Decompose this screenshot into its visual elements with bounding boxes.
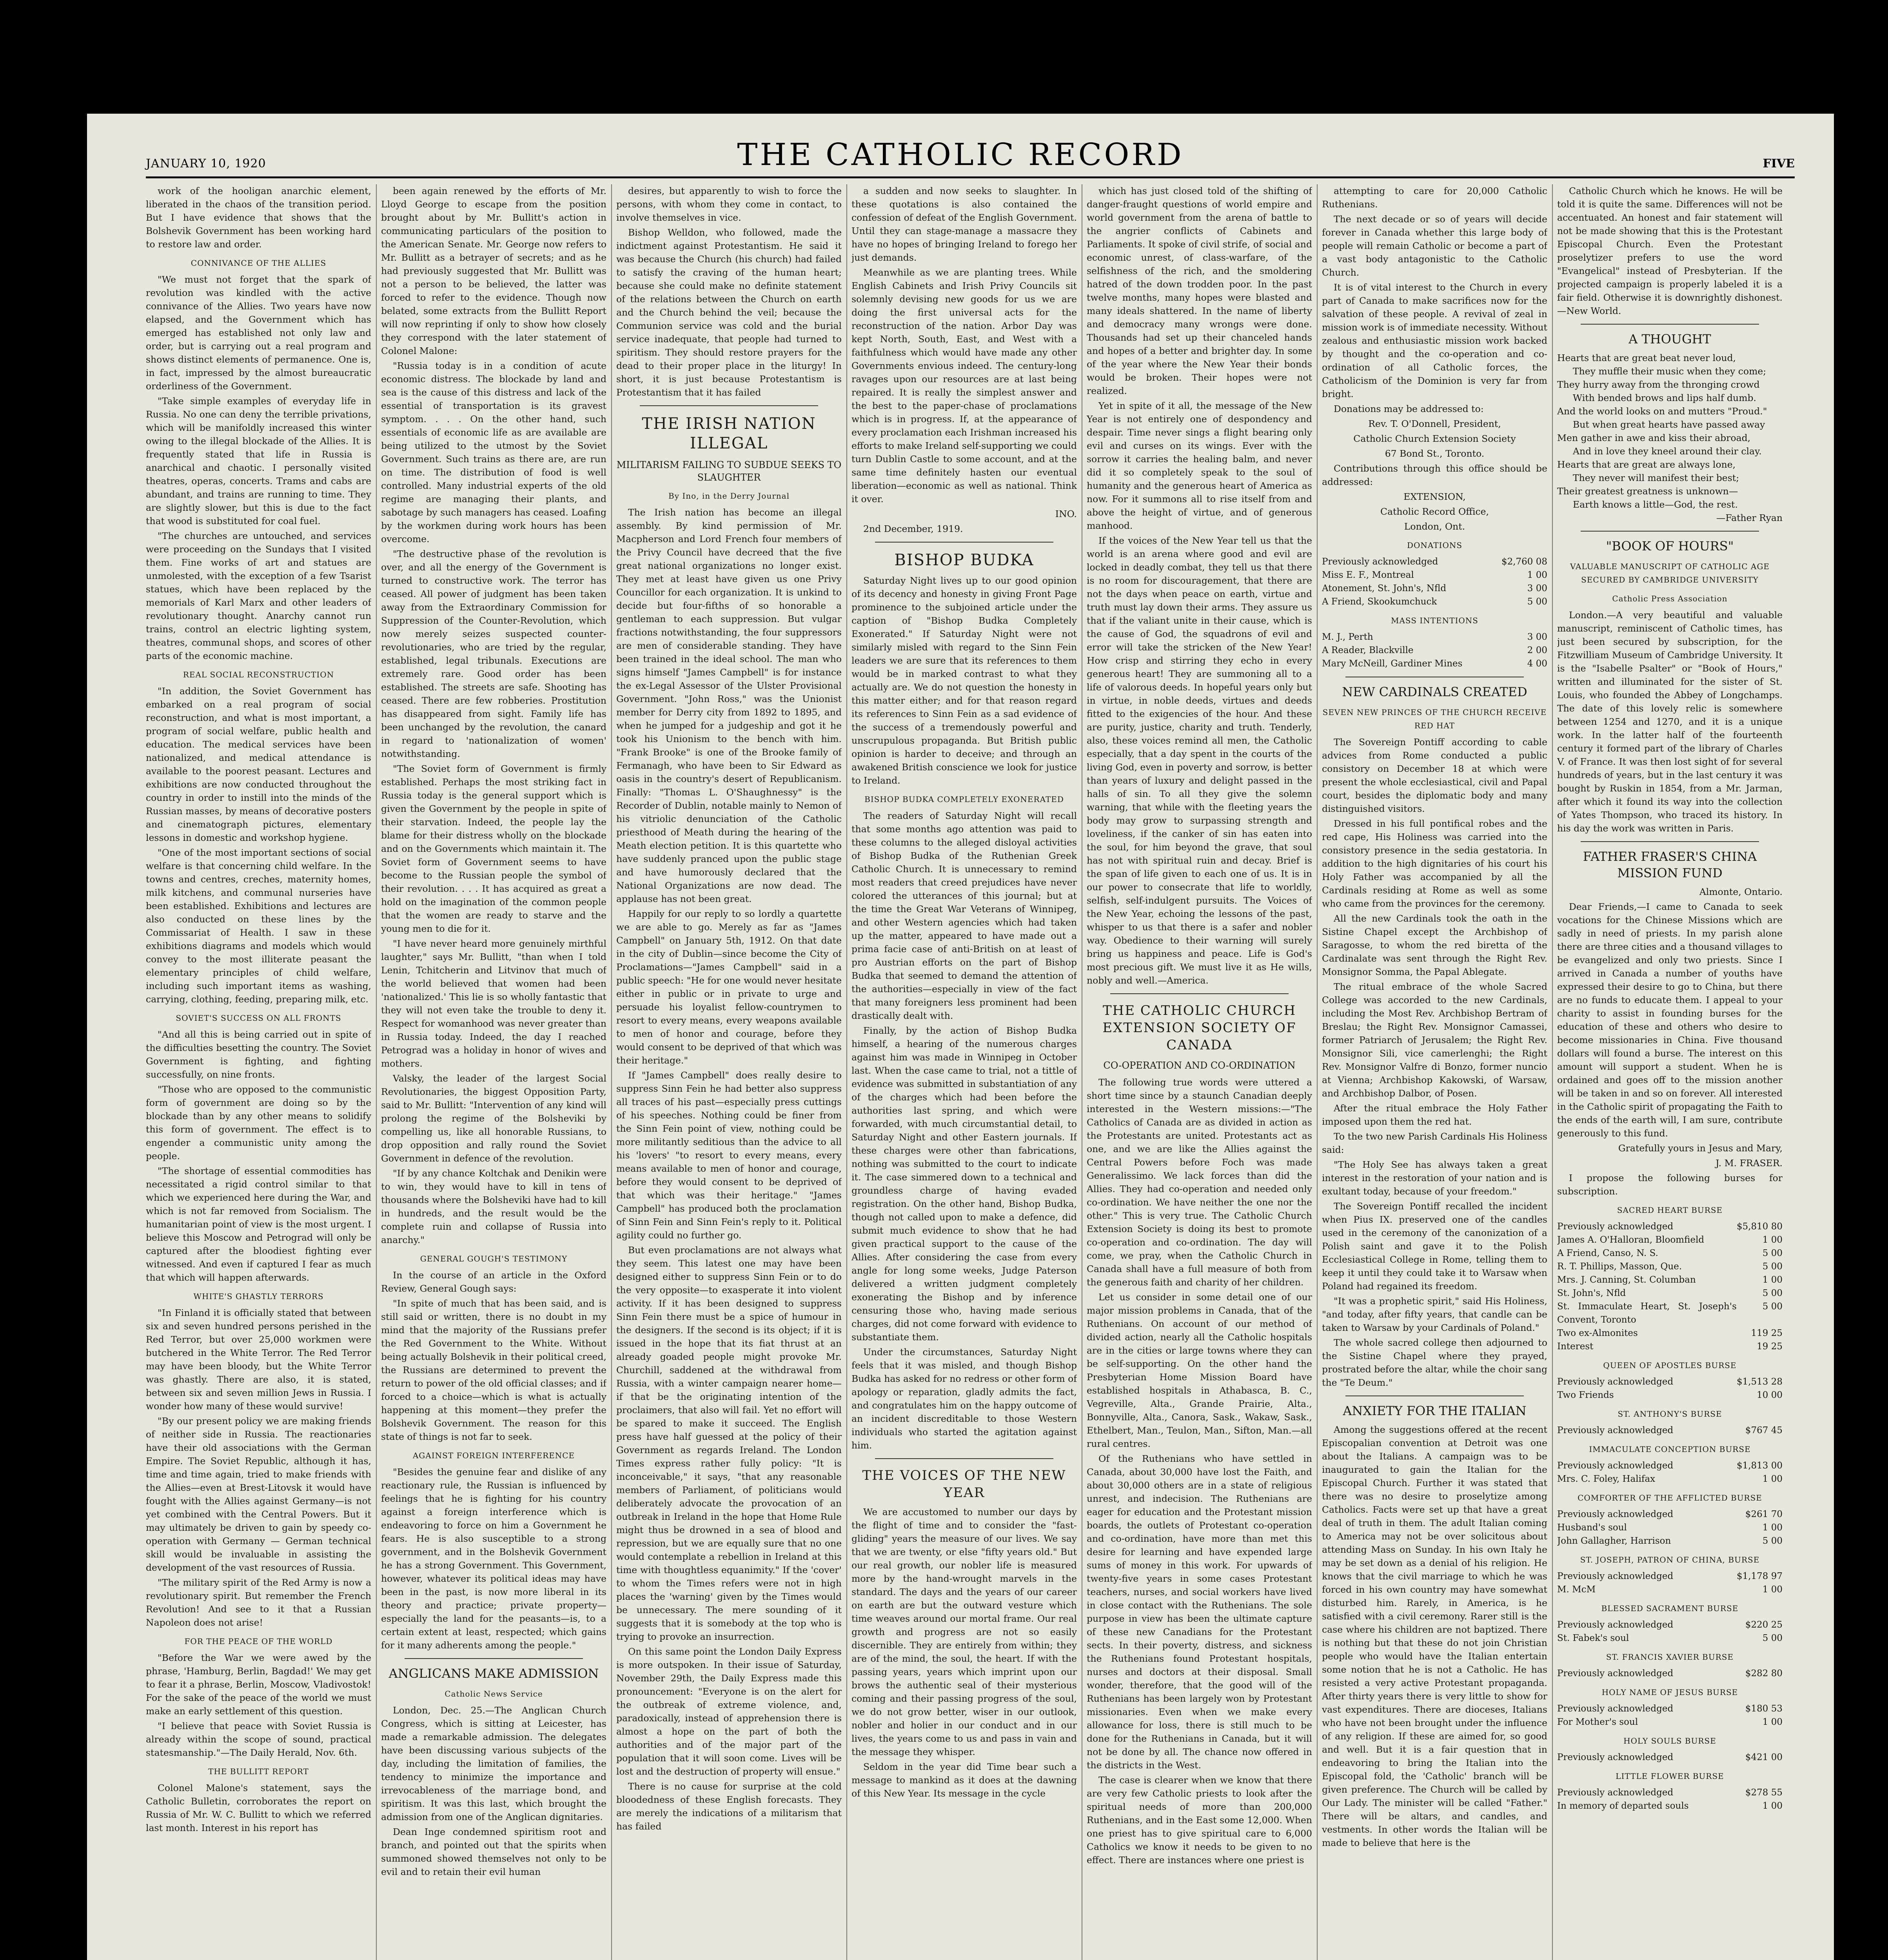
paragraph: Dressed in his full pontifical robes and the red cape, His Holiness was carried into the consistory presence in the sedia gestatoria. In addition to the high dignitaries of his court his Holy Father was accompanied by all the Cardinals residing at Rome as well as some who came from the provinces for the ceremony.: [1322, 818, 1547, 909]
amount: 5 00: [1762, 1301, 1783, 1312]
byline: By Ino, in the Derry Journal: [668, 491, 790, 501]
burse-table: [1557, 1618, 1783, 1645]
paragraph: The whole sacred college then adjourned to the Sistine Chapel where they prayed, prostrated before the altar, while the choir sang the "Te Deum.": [1322, 1337, 1547, 1388]
subheading: BISHOP BUDKA COMPLETELY EXONERATED: [864, 795, 1064, 804]
burse-row: [1557, 1327, 1783, 1340]
burse-row: [1557, 1300, 1783, 1327]
donor: James A. O'Halloran, Bloomfield: [1557, 1235, 1705, 1245]
section-rule: [405, 1658, 583, 1659]
paragraph: "The Soviet form of Government is firmly established. Perhaps the most striking fact in Russia today is the general support which is given the Government by the people in spite of their starvation. Indeed, the people lay the blame for their distress wholly on the blockade and on the Governments which maintain it. The Soviet form of Government seems to have become to the Russian people the symbol of their revolution. . . . It has acquired as great a hold on the imagination of the common people that the women are ready to starve and the young men to die for it.: [381, 763, 606, 934]
section-rule: [1581, 324, 1759, 325]
byline: Catholic Press Association: [1612, 594, 1728, 603]
amount: 3 00: [1527, 632, 1547, 642]
paragraph: Under the circumstances, Saturday Night feels that it was misled, and though Bishop Budka has asked for no redress or other form of apology or reparation, gladly admits the fact, and congratulates him on the happy outcome of an incident discreditable to those Western individuals who started the agitation against him.: [851, 1347, 1077, 1451]
donor: M. McM: [1557, 1584, 1596, 1595]
paragraph: "I believe that peace with Soviet Russia is already within the scope of sound, practical statesmanship."—The Daily Herald, Nov. 6th.: [146, 1720, 371, 1758]
subheading: CONNIVANCE OF THE ALLIES: [191, 258, 327, 268]
burse-heading: LITTLE FLOWER BURSE: [1616, 1771, 1724, 1781]
paragraph: Finally, by the action of Bishop Budka himself, a hearing of the numerous charges against him was made in Winnipeg in October last. When the case came to trial, not a tittle of evidence was submitted in substantiation of any of the charges which had been before the authorities last spring, and which were forwarded, with much circumstantial detail, to Saturday Night and other Eastern journals. If these charges were other than fabrications, nothing was submitted to the court to indicate it. The case simmered down to a technical and groundless charge of having evaded registration. On the other hand, Bishop Budka, though not called upon to make a defence, did submit much evidence to show that he had given practical support to the cause of the Allies. After considering the case from every angle for long some weeks, Judge Paterson delivered a written judgment completely exonerating the Bishop and by inference censuring those who, having made serious charges, did not come forward with evidence to substantiate them.: [851, 1025, 1077, 1343]
subheading: REAL SOCIAL RECONSTRUCTION: [183, 670, 334, 679]
amount: 1 00: [1762, 1235, 1783, 1245]
paragraph: Dean Inge condemned spiritism root and branch, and pointed out that the spirits when summoned showed themselves not only to be evil and to retain their evil human: [381, 1826, 606, 1877]
article-headline: ANGLICANS MAKE ADMISSION: [388, 1666, 599, 1681]
burse-heading: HOLY NAME OF JESUS BURSE: [1601, 1688, 1738, 1697]
paragraph: "Russia today is in a condition of acute economic distress. The blockade by land and sea is the cause of this distress and lack of the essential of transportation is its gravest symptom. . . . On the other hand, such essentials of economic life as are available are being utilized to the utmost by the Soviet Government. Such trains as there are, are run on time. The distribution of food is well controlled. Many industrial experts of the old regime are managing their plants, and sabotage by such managers has ceased. Loafing by the workmen during work hours has been overcome.: [381, 360, 606, 544]
address-line: Catholic Church Extension Society: [1353, 433, 1516, 444]
amount: 5 00: [1762, 1288, 1783, 1298]
paragraph: Contributions through this office should be addressed:: [1322, 463, 1547, 487]
donor: A Friend, Skookumchuck: [1322, 597, 1437, 607]
paragraph: "If by any chance Koltchak and Denikin were to win, they would have to kill in tens of thousands where the Bolsheviki have had to kill in hundreds, and the result would be the complete ruin and collapse of Russia into anarchy.": [381, 1168, 606, 1245]
signature: Gratefully yours in Jesus and Mary,: [1618, 1143, 1783, 1154]
paragraph: "In spite of much that has been said, and is still said or written, there is no doubt in my mind that the majority of the Russians prefer the Red Government to the White. Without being actually Bolshevik in their political creed, the Russians are determined to prevent the return to power of the old official classes; and if forced to a choice—which is what is actually happening at this moment—they prefer the Bolshevik Government. The reason for this state of things is not far to seek.: [381, 1298, 606, 1442]
poem-line: And the world looks on and mutters "Proud.": [1557, 406, 1767, 417]
subheading: THE BULLITT REPORT: [208, 1767, 309, 1776]
amount: 4 00: [1527, 659, 1547, 669]
paragraph: Let us consider in some detail one of our major mission problems in Canada, that of the Ruthenians. On account of our method of divided action, nearly all the Catholic hospitals are in the cities or large towns where they can be self-supporting. On the other hand the Presbyterian Home Mission Board have established hospitals in Athabasca, B. C., Vegreville, Alta., Grande Prairie, Alta., Bonnyville, Alta., Canora, Sask., Wakaw, Sask., Ethelbert, Man., Teulon, Man., Sifton, Man.—all rural centres.: [1087, 1292, 1312, 1449]
donor: Previously acknowledged: [1557, 1425, 1674, 1436]
article-headline: "BOOK OF HOURS": [1606, 539, 1734, 554]
paragraph: The readers of Saturday Night will recall that some months ago attention was paid to these columns to the alleged disloyal activities of Bishop Budka of the Ruthenian Greek Catholic Church. It is unnecessary to remind most readers that creed prejudices have never colored the utterances of this journal; but at the time the Great War Veterans of Winnipeg, and other Western agencies which had taken up the matter, appeared to have made out a prima facie case of anti-British on at least of pro Austrian efforts on the part of Bishop Budka that seemed to demand the attention of the authorities—especially in view of the fact that many foreigners less prominent had been drastically dealt with.: [851, 810, 1077, 1021]
burse-row: [1557, 1260, 1783, 1273]
amount: 5 00: [1762, 1261, 1783, 1272]
section-rule: [875, 542, 1053, 543]
burse-row: [1557, 1388, 1783, 1402]
burse-heading: HOLY SOULS BURSE: [1623, 1736, 1716, 1746]
burse-row: [1557, 1508, 1783, 1521]
amount: 1 00: [1762, 1584, 1783, 1595]
column-divider: [611, 184, 612, 1960]
amount: 5 00: [1762, 1633, 1783, 1643]
burse-table: [1557, 1702, 1783, 1729]
burse-heading: QUEEN OF APOSTLES BURSE: [1603, 1361, 1737, 1370]
address-line: 67 Bond St., Toronto.: [1385, 448, 1485, 459]
column-divider: [376, 184, 377, 1960]
paragraph: "In addition, the Soviet Government has embarked on a real program of social reconstruction, and what is most important, a program of social welfare, public health and education. The medical services have been nationalized, and medical attendance is available to the poorest peasant. Lectures and exhibitions are now conducted throughout the country in order to instill into the minds of the Russian masses, by means of decorative posters and cinematograph pictures, elementary lessons in domestic and workshop hygiene.: [146, 686, 371, 843]
donor: Two ex-Almonites: [1557, 1328, 1638, 1338]
burse-row: [1557, 1233, 1783, 1247]
subheading: WHITE'S GHASTLY TERRORS: [193, 1292, 324, 1301]
donor: Mrs. C. Foley, Halifax: [1557, 1474, 1656, 1484]
paragraph: "By our present policy we are making friends of neither side in Russia. The reactionaries have their old associations with the German Empire. The Soviet Republic, although it has, time and time again, tried to make friends with the Allies—even at Brest-Litovsk it would have fought with the Allies against Germany—is not yet combined with the Central Powers. But it may ultimately be driven to gain by speedy co-operation with Germany — German technical skill would be invaluable in assisting the development of the vast resources of Russia.: [146, 1416, 371, 1573]
donor: M. J., Perth: [1322, 632, 1373, 642]
header-rule: [146, 176, 1795, 178]
paragraph: If "James Campbell" does really desire to suppress Sinn Fein he had better also suppress all traces of his past—especially press cuttings of his speeches. Nothing could be finer from the Sinn Fein point of view, nothing could be more militantly seditious than the advice to all his 'lovers' "to resort to every means, every means available to men of honor and courage, before they would consent to be deprived of that which was their heritage." "James Campbell" has produced both the proclamation of Sinn Fein and Sinn Fein's reply to it. Political agility could no further go.: [616, 1070, 842, 1241]
paragraph: The case is clearer when we know that there are very few Catholic priests to look after the spiritual needs of more than 200,000 Ruthenians, and in the East some 12,000. When one priest has to give spiritual care to 6,000 Catholics we know it needs to be given to no effect. There are instances where one priest is: [1087, 1775, 1312, 1866]
paragraph: Happily for our reply to so lordly a quartette we are able to go. Merely as far as "James Campbell" on January 5th, 1912. On that date in the city of Dublin—since become the City of Proclamations—"James Campbell" said in a public speech: "He for one would never hesitate either in public or in private to urge and persuade his loyalist fellow-countrymen to resort to every means, every weapons available to men of honor and courage, before they would consent to be deprived of that which was their heritage.": [616, 908, 842, 1066]
signature: —Father Ryan: [1716, 512, 1783, 523]
burse-row: [1557, 1715, 1783, 1729]
paragraph: The following true words were uttered a short time since by a staunch Canadian deeply interested in the Western missions:—"The Catholics of Canada are as divided in action as the Protestants are united. Protestants act as one, and we are like the Allies against the Central Powers before Foch was made Generalissimo. We lack forces than did the Allies. They had co-operation and needed only co-ordination. We have neither the one nor the other." This is very true. The Catholic Church Extension Society is doing its best to promote co-operation and co-ordination. The day will come, we pray, when the Catholic Church in Canada shall have a full measure of both from the generous faith and charity of her children.: [1087, 1077, 1312, 1288]
burse-row: [1557, 1786, 1783, 1799]
burse-row: [1557, 1799, 1783, 1813]
paragraph: "Take simple examples of everyday life in Russia. No one can deny the terrible privations, which will be manifoldly increased this winter owing to the illegal blockade of the Allies. It is frequently stated that life in Russia is anarchical and chaotic. I personally visited theatres, operas, concerts. Trams and cabs are abundant, and trains are running to time. They are slightly slower, but this is due to the fact that wood is substituted for coal fuel.: [146, 396, 371, 526]
amount: 1 00: [1762, 1474, 1783, 1484]
donor: Previously acknowledged: [1557, 1668, 1674, 1679]
burse-row: [1557, 1459, 1783, 1472]
paragraph: The Irish nation has become an illegal assembly. By kind permission of Mr. Macpherson and Lord French four members of the Privy Council have decreed that the five great national organizations no longer exist. They met at least have given us one Privy Councillor for each organization. It is unkind to decide but four-fifths of so honorable a gentleman to each suppression. But vulgar fractions notwithstanding, the four suppressors are men of considerable standing. They have been trained in the ideal school. The man who signs himself "James Campbell" is for instance the ex-Legal Assessor of the Ulster Provisional Government. "John Ross," was the Unionist member for Derry city from 1892 to 1895, and when he jumped for a judgeship and got it he took his Unionism to the bench with him. "Frank Brooke" is one of the Brooke family of Fermanagh, who have been to Sir Edward as oasis in the country's desert of Republicanism. Finally: "Thomas L. O'Shaughnessy" is the Recorder of Dublin, notable mainly to Nemon of his vitriolic denunciation of the Catholic priesthood of Meath during the hearing of the Meath election petition. It is this quartette who have suddenly pranced upon the public stage and have humorously declared that the National Organizations are now dead. The applause has not been great.: [616, 507, 842, 904]
donor: Previously acknowledged: [1557, 1571, 1674, 1581]
paragraph: After the ritual embrace the Holy Father imposed upon them the red hat.: [1322, 1103, 1547, 1127]
paragraph: In the course of an article in the Oxford Review, General Gough says:: [381, 1270, 606, 1294]
amount: $220 25: [1745, 1620, 1783, 1630]
paragraph: "The shortage of essential commodities has necessitated a rigid control similar to that which we experienced here during the War, and which is not far removed from Socialism. The humanitarian point of view is the most urgent. I believe this Moscow and Petrograd will only be captured after the bloodiest fighting ever witnessed. And even if captured I fear as much that which will happen afterwards.: [146, 1165, 371, 1283]
burse-table: [1557, 1220, 1783, 1353]
amount: $282 80: [1745, 1668, 1783, 1679]
donor: St. John's, Nfld: [1557, 1288, 1626, 1298]
paragraph: All the new Cardinals took the oath in the Sistine Chapel except the Archbishop of Saragosse, to whom the red biretta of the Cardinalate was sent through the Right Rev. Monsignor Somma, the Papal Ablegate.: [1322, 913, 1547, 977]
article-headline: THE CATHOLIC CHURCH EXTENSION SOCIETY OF CANADA: [1102, 1003, 1296, 1053]
section-rule: [1110, 993, 1289, 994]
burse-heading: IMMACULATE CONCEPTION BURSE: [1589, 1445, 1751, 1454]
burse-row: [1557, 1521, 1783, 1534]
paragraph: Donations may be addressed to:: [1334, 403, 1484, 414]
amount: $767 45: [1745, 1425, 1783, 1436]
burse-heading: COMFORTER OF THE AFFLICTED BURSE: [1578, 1493, 1762, 1503]
paragraph: The next decade or so of years will decide forever in Canada whether this large body of people will remain Catholic or become a part of a vast body antagonistic to the Catholic Church.: [1322, 214, 1547, 278]
burse-row: [1557, 1632, 1783, 1645]
byline: Catholic News Service: [445, 1689, 543, 1699]
poem-line: They muffle their music when they come;: [1573, 366, 1766, 377]
burse-row: [1557, 1340, 1783, 1353]
burse-row: [1557, 1472, 1783, 1486]
burse-row: [1557, 1618, 1783, 1632]
burse-row: [1557, 1702, 1783, 1715]
amount: $278 55: [1745, 1788, 1783, 1798]
donation-row: [1322, 555, 1547, 568]
section-rule: [1581, 841, 1759, 842]
column-divider: [1317, 184, 1318, 1960]
donor: Mary McNeill, Gardiner Mines: [1322, 659, 1463, 669]
amount: $1,813 00: [1736, 1461, 1783, 1471]
donations-heading: DONATIONS: [1407, 541, 1463, 550]
donor: Previously acknowledged: [1557, 1221, 1674, 1232]
paragraph: "We must not forget that the spark of revolution was kindled with the active connivance of the Allies. Two years have now elapsed, and the Government which has emerged has established not only law and order, but is carrying out a real program and shows distinct elements of permanence. One is, in fact, impressed by the almost bureaucratic orderliness of the Government.: [146, 274, 371, 392]
amount: $5,810 80: [1736, 1221, 1783, 1232]
paragraph: work of the hooligan anarchic element, liberated in the chaos of the transition period. But I have evidence that shows that the Bolshevik Government has been working hard to restore law and order.: [146, 185, 371, 250]
burse-table: [1557, 1459, 1783, 1486]
subheading: SOVIET'S SUCCESS ON ALL FRONTS: [176, 1013, 341, 1023]
signature: J. M. FRASER.: [1716, 1158, 1783, 1169]
amount: 19 25: [1757, 1341, 1783, 1352]
column-2: [381, 184, 606, 1960]
paragraph: "And all this is being carried out in spite of the difficulties besetting the country. The Soviet Government is fighting, and fighting successfully, on nine fronts.: [146, 1029, 371, 1080]
donor: Mrs. J. Canning, St. Columban: [1557, 1275, 1696, 1285]
amount: 1 00: [1762, 1717, 1783, 1727]
burse-row: [1557, 1751, 1783, 1764]
address-line: London, Ont.: [1404, 521, 1465, 532]
paragraph: "The Holy See has always taken a great interest in the restoration of your nation and is exultant today, because of your freedom.": [1322, 1159, 1547, 1197]
section-rule: [875, 1458, 1053, 1459]
paragraph: "Those who are opposed to the communistic form of government are doing so by the blockade than by any other means to solidify this form of government. The effect is to engender a communistic unity among the people.: [146, 1084, 371, 1161]
burse-heading: ST. FRANCIS XAVIER BURSE: [1606, 1652, 1734, 1662]
paragraph: attempting to care for 20,000 Catholic Ruthenians.: [1322, 185, 1547, 210]
paragraph: Bishop Welldon, who followed, made the indictment against Protestantism. He said it was because the Church (his church) had failed to satisfy the craving of the human heart; because she could make no definite statement of the relations between the Church on earth and the Church behind the veil; because the Communion service was cold and the burial service inadequate, that people had turned to spiritism. They should restore prayers for the dead to their proper place in the liturgy! In short, it is just because Protestantism is Protestantism that it has failed: [616, 227, 842, 398]
dateline: 2nd December, 1919.: [863, 523, 963, 534]
donor: For Mother's soul: [1557, 1717, 1638, 1727]
donor: Previously acknowledged: [1557, 1377, 1674, 1387]
paragraph: To the two new Parish Cardinals His Holiness said:: [1322, 1131, 1547, 1155]
burse-row: [1557, 1287, 1783, 1300]
paragraph: "The destructive phase of the revolution is over, and all the energy of the Government is turned to constructive work. The terror has ceased. All power of judgment has been taken away from the Extraordinary Commission for Suppression of the Counter-Revolution, which now merely seizes suspected counter-revolutionaries, who are tried by the regular, established, legal tribunals. Executions are extremely rare. Good order has been established. The streets are safe. Shooting has ceased. There are few robberies. Prostitution has disappeared from sight. Family life has been unchanged by the revolution, the canard in regard to 'nationalization of women' notwithstanding.: [381, 548, 606, 759]
burse-table: [1557, 1424, 1783, 1437]
page-header: [87, 114, 1834, 172]
donor: In memory of departed souls: [1557, 1801, 1689, 1811]
paragraph: On this same point the London Daily Express is more outspoken. In their issue of Saturday, November 29th, the Daily Express made this pronouncement: "Everyone is on the alert for the outbreak of extreme violence, and, paradoxically, instead of apprehension there is almost a hope on the part of both the authorities and of the major part of the population that it will soon come. Lives will be lost and the destruction of property will ensue.": [616, 1646, 842, 1777]
burse-row: [1557, 1583, 1783, 1596]
paragraph: Colonel Malone's statement, says the Catholic Bulletin, corroborates the report on Russia of Mr. W. C. Bullitt to which we referred last month. Interest in his report has: [146, 1782, 371, 1833]
burse-row: [1557, 1220, 1783, 1233]
paragraph: "I have never heard more genuinely mirthful laughter," says Mr. Bullitt, "than when I told Lenin, Tchitcherin and Litvinov that much of the world believed that women had been 'nationalized.' This lie is so wholly fantastic that they will not even take the trouble to deny it. Respect for womanhood was never greater than in Russia today. Indeed, the day I reached Petrograd was a holiday in honor of wives and mothers.: [381, 938, 606, 1069]
article-headline: ANXIETY FOR THE ITALIAN: [1343, 1403, 1527, 1418]
poem-line: But when great hearts have passed away: [1573, 419, 1765, 430]
donor: St. Immaculate Heart, St. Joseph's Convent, Toronto: [1557, 1301, 1737, 1325]
paragraph: desires, but apparently to wish to force the persons, with whom they come in contact, to involve themselves in vice.: [616, 185, 842, 223]
amount: 3 00: [1527, 583, 1547, 593]
burse-row: [1557, 1424, 1783, 1437]
paragraph: "It was a prophetic spirit," said His Holiness, "and today, after fifty years, that candle can be taken to Warsaw by your Cardinals of Poland.": [1322, 1296, 1547, 1333]
poem-line: Their greatest greatness is unknown—: [1557, 486, 1738, 497]
donor: Miss E. F., Montreal: [1322, 570, 1414, 580]
paragraph: "Before the War we were awed by the phrase, 'Hamburg, Berlin, Bagdad!' We may get to fear it a phrase, Berlin, Moscow, Vladivostok! For the sake of the peace of the world we must make an early settlement of this question.: [146, 1652, 371, 1717]
donor: St. Fabek's soul: [1557, 1633, 1629, 1643]
burse-table: [1557, 1375, 1783, 1402]
donations-table: [1322, 555, 1547, 608]
article-headline: FATHER FRASER'S CHINA MISSION FUND: [1583, 849, 1757, 880]
paragraph: Yet in spite of it all, the message of the New Year is not entirely one of despondency and despair. Time never sings a flight bearing only evil and curses on its wings. Ever with the sorrow it carries the healing balm, and never did it so completely speak to the soul of humanity and the generous heart of America as now. For it summons all to rise itself from and above the height of virtue, and of generous manhood.: [1087, 400, 1312, 531]
donor: Previously acknowledged: [1557, 1509, 1674, 1519]
poem-line: Men gather in awe and kiss their abroad,: [1557, 432, 1751, 443]
burse-table: [1557, 1667, 1783, 1680]
paragraph: "In Finland it is officially stated that between six and seven hundred persons perished in the Red Terror, but over 25,000 workmen were butchered in the White Terror. The Red Terror may have been bloody, but the White Terror was ghastly. There are also, it is stated, between six and seven million Jews in Russia. I wonder how many of these would survive!: [146, 1307, 371, 1412]
amount: 5 00: [1527, 597, 1547, 607]
donor: R. T. Phillips, Masson, Que.: [1557, 1261, 1682, 1272]
signature: INO.: [1055, 508, 1077, 519]
article-subheadline: CO-OPERATION AND CO-ORDINATION: [1103, 1060, 1296, 1071]
donation-row: [1322, 595, 1547, 608]
paragraph: I propose the following burses for subscription.: [1557, 1172, 1783, 1197]
burse-heading: ST. JOSEPH, PATRON OF CHINA, BURSE: [1580, 1555, 1760, 1564]
burse-heading: SACRED HEART BURSE: [1617, 1205, 1723, 1215]
amount: $1,178 97: [1736, 1571, 1783, 1581]
paragraph: "The churches are untouched, and services were proceeding on the Sundays that I visited them. Fine works of art and statues are unmolested, with the exception of a few Tsarist statues, which have been replaced by the memorials of Karl Marx and other leaders of revolutionary thought. Anarchy cannot run trains, control an electric lighting system, theatres, communal shops, and scores of other parts of the economic machine.: [146, 530, 371, 661]
amount: 119 25: [1751, 1328, 1783, 1338]
column-3: [616, 184, 842, 1960]
paragraph: Catholic Church which he knows. He will be told it is quite the same. Differences will not be accentuated. An honest and fair statement will not be made showing that this is the Protestant Episcopal Church. Even the Protestant proselytizer prefers to use the word "Evangelical" instead of Presbyterian. If the projected campaign is properly labeled it is a fair field. Otherwise it is downrightly dishonest.—New World.: [1557, 185, 1783, 316]
article-subheadline: MILITARISM FAILING TO SUBDUE SEEKS TO SLAUGHTER: [616, 459, 842, 483]
poem-line: They hurry away from the thronging crowd: [1557, 379, 1760, 390]
paragraph: We are accustomed to number our days by the flight of time and to consider the "fast-gliding" years the measure of our lives. We say that we are twenty, or else "fifty years old." But our real growth, our nobler life is measured more by the hand-wrought marvels in the standard. The days and the years of our career on earth are but the outward vesture which time weaves around our mortal frame. Our real growth and progress are not so easily discernible. They are entirely from within; they are of the mind, the soul, the heart. If with the passing years, years which imprint upon our brows the authentic seal of their mysterious coming and their passing progress of the soul, we do not grow better, wiser in our outlook, nobler and holier in our conduct and in our lives, the years come to us and pass in vain and the message they whisper.: [851, 1506, 1077, 1757]
paragraph: The Sovereign Pontiff recalled the incident when Pius IX. preserved one of the candles used in the ceremony of the canonization of a Polish saint and gave it to the Polish Ecclesiastical College in Rome, telling them to keep it until they could take it to Warsaw when Poland had regained its freedom.: [1322, 1201, 1547, 1292]
paragraph: If the voices of the New Year tell us that the world is an arena where good and evil are locked in deadly combat, they tell us that there is no room for discouragement, that there are not the days when peace on earth, virtue and truth must lay down their arms. They assure us that if the valiant unite in their cause, which is the cause of God, the squadrons of evil and error will take the stricken of the New Year! How crisp and stirring they echo in every generous heart! They are summoning all to a life of valorous deeds. In hopeful years only but in virtue, in noble deeds, virtues and deeds fitted to the exigencies of the hour. And these are purity, justice, charity and truth. Tenderly, also, these voices remind all men, the Catholic especially, that a day spent in the courts of the living God, even in poverty and sorrow, is better than years of luxury and delight passed in the halls of sin. To all they give the solemn warning, that while with the fleeting years the body may grow to surpassing strength and loveliness, if the canker of sin has eaten into the soul, for him beyond the grave, that soul has not with spiritual ruin and decay. Brief is the span of life given to each one of us. It is in our power to consecrate that life to worldly, selfish, self-indulgent pursuits. The Voices of the New Year, echoing the lessons of the past, whisper to us that there is a safer and nobler way. Obedience to their warning will surely bring us happiness and peace. Life is God's most precious gift. We must live it as He wills, nobly and well.—America.: [1087, 535, 1312, 986]
poem-line: Earth knows a little—God, the rest.: [1573, 499, 1738, 510]
masthead: THE CATHOLIC RECORD: [737, 137, 1184, 172]
column-6: [1322, 184, 1547, 1960]
donation-row: [1322, 644, 1547, 657]
poem-line: Hearts that are great beat never loud,: [1557, 352, 1736, 363]
column-5: [1087, 184, 1312, 1960]
poem: [1557, 351, 1783, 511]
burse-row: [1557, 1667, 1783, 1680]
paragraph: "Besides the genuine fear and dislike of any reactionary rule, the Russian is influenced by feelings that he is fighting for his country against a foreign interference which is endeavoring to force on him a Government he fears. He is also susceptible to a strong government, and in the Bolshevik Government he has a strong Government. This Government, however, whatever its political ideas may have been in the past, is now more liberal in its theory and practice; private property—especially the land for the peasants—is, to a certain extent at least, respected; which gains for it many adherents among the people.": [381, 1466, 606, 1651]
amount: 10 00: [1757, 1390, 1783, 1400]
poem-line: They never will manifest their best;: [1573, 472, 1739, 483]
page-number: FIVE: [1763, 157, 1795, 171]
paragraph: The Sovereign Pontiff according to cable advices from Rome conducted a public consistory on December 18 at which were present the whole ecclesiastical, civil and Papal court, besides the diplomatic body and many distinguished visitors.: [1322, 737, 1547, 814]
paragraph: Of the Ruthenians who have settled in Canada, about 30,000 have lost the Faith, and about 30,000 others are in a state of religious unrest, and indecision. The Ruthenians are eager for education and the Protestant mission boards, the outlets of Protestant co-operation and co-ordination, have more than met this desire for learning and have expended large sums of money in this work. For upwards of twenty-five years in some cases Protestant teachers, nurses, and social workers have lived in close contact with the Ruthenians. The sole purpose in view has been the ultimate capture of these new Canadians for the Protestant sects. In their poverty, distress, and sickness the Ruthenians found Protestant hospitals, nurses and doctors at their disposal. Small wonder, therefore, that the good will of the Ruthenians has been largely won by Protestant missionaries. Even when we make every allowance for loss, there is still much to be done for the Ruthenians in Canada, but it will not be done by all. The chance now offered in the districts in the West.: [1087, 1453, 1312, 1771]
amount: 5 00: [1762, 1248, 1783, 1258]
burse-row: [1557, 1247, 1783, 1260]
paragraph: The ritual embrace of the whole Sacred College was accorded to the new Cardinals, including the Most Rev. Archbishop Bertram of Breslau; the Right Rev. Monsignor Camassei, former Patriarch of Jerusalem; the Right Rev. Monsignor Sili, vice camerlenghi; the Right Rev. Monsignor Valfre di Bonzo, former nuncio at Vienna; Archbishop Kakowski, of Warsaw, and Archbishop Dalbor, of Posen.: [1322, 981, 1547, 1099]
donor: Previously acknowledged: [1557, 1704, 1674, 1714]
paragraph: Dear Friends,—I came to Canada to seek vocations for the Chinese Missions which are sadly in need of priests. In my parish alone there are three cities and a thousand villages to be evangelized and only two priests. Since I arrived in Canada a number of youths have expressed their desire to go to China, but there are no funds to educate them. I appeal to your charity to assist in founding burses for the education of these and others who desire to become missionaries in China. Five thousand dollars will found a burse. The interest on this amount will support a student. When he is ordained and goes off to the mission another will be taken in and so on forever. All interested in the Catholic spirit of propagating the Faith to the ends of the earth will, I am sure, contribute generously to this fund.: [1557, 901, 1783, 1139]
paragraph: Valsky, the leader of the largest Social Revolutionaries, the biggest Opposition Party, said to Mr. Bullitt: "Intervention of any kind will prolong the regime of the Bolsheviki by compelling us, like all honorable Russians, to drop opposition and rally round the Soviet Government in defence of the revolution.: [381, 1073, 606, 1164]
burse-heading: ST. ANTHONY'S BURSE: [1618, 1409, 1722, 1419]
donation-row: [1322, 568, 1547, 582]
donation-row: [1322, 657, 1547, 670]
amount: $2,760 08: [1501, 557, 1547, 567]
mass-intentions-heading: MASS INTENTIONS: [1391, 616, 1478, 625]
amount: $421 00: [1745, 1752, 1783, 1762]
paragraph: But even proclamations are not always what they seem. This latest one may have been designed either to suppress Sinn Fein or to do the very opposite—to exasperate it into violent activity. If it has been designed to suppress Sinn Fein there must be a spice of humour in the designers. If the second is its object; if it is issued in the hope that its fiat thrust at an already goaded people might provoke Mr. Churchill, saddened at the withdrawal from Russia, with a winter campaign nearer home—if that be the originating intention of the proclaimers, that also will fail. Yet no effort will be spared to make it succeed. The English press have half guessed at the policy of their Government as regards Ireland. The London Times express rather fully policy: "It is inconceivable," it says, "that any reasonable members of Parliament, of politicians would deliberately advocate the provocation of an outbreak in Ireland in the hope that Home Rule might thus be drowned in a sea of blood and repression, but we are equally sure that no one would contemplate a rebellion in Ireland at this time with thoughtless equanimity." If the 'cover' to whom the Times refers were not in high places the 'warning' given by the Times would be unnecessary. The mere sounding of it suggests that it is somebody at the top who is trying to provoke an insurrection.: [616, 1245, 842, 1642]
newspaper-page: [87, 114, 1834, 1960]
address-line: EXTENSION,: [1403, 491, 1466, 502]
amount: $1,513 28: [1736, 1377, 1783, 1387]
burse-heading: BLESSED SACRAMENT BURSE: [1601, 1604, 1739, 1613]
amount: $261 70: [1745, 1509, 1783, 1519]
paragraph: been again renewed by the efforts of Mr. Lloyd George to escape from the position brought about by Mr. Bullitt's action in communicating particulars of the position to the American Senate. Mr. George now refers to Mr. Bullitt as a betrayer of secrets; and as he had previously suggested that Mr. Bullitt was not a person to be believed, the latter was forced to refer to the evidence. Though now belated, some extracts from the Bullitt Report will now reprinting if only to show how closely they correspond with the later statement of Colonel Malone:: [381, 185, 606, 356]
paragraph: Seldom in the year did Time bear such a message to mankind as it does at the dawning of this New Year. Its message in the cycle: [851, 1761, 1077, 1799]
donor: Previously acknowledged: [1557, 1620, 1674, 1630]
paragraph: which has just closed told of the shifting of danger-fraught questions of world empire and world government from the arena of battle to the angrier conflicts of Cabinets and Parliaments. It spoke of civil strife, of social and economic unrest, of class-warfare, of the selfishness of the rich, and the smoldering hatred of the down trodden poor. In the past twelve months, many hopes were blasted and many ideals shattered. In the name of liberty and democracy many wrongs were done. Thousands had set up their chanceled hands and hopes of a better and brighter day. In some of the year where the New Year their bonds would be broken. Their hopes were not realized.: [1087, 185, 1312, 396]
paragraph: London, Dec. 25.—The Anglican Church Congress, which is sitting at Leicester, has made a remarkable admission. The delegates have been discussing various subjects of the day, including the limitation of families, the tendency to minimize the importance and irrevocableness of the marriage bond, and spiritism. It was this last, which brought the admission from one of the Anglican dignitaries.: [381, 1705, 606, 1822]
donor: Husband's soul: [1557, 1523, 1627, 1533]
paragraph: There is no cause for surprise at the cold bloodedness of these English forecasts. They are merely the indications of a militarism that has failed: [616, 1781, 842, 1832]
article-headline: BISHOP BUDKA: [894, 551, 1034, 569]
subheading: GENERAL GOUGH'S TESTIMONY: [420, 1254, 568, 1263]
address-line: Catholic Record Office,: [1380, 506, 1489, 517]
burse-table: [1557, 1751, 1783, 1764]
column-7: [1557, 184, 1783, 1960]
section-rule: [1581, 531, 1759, 532]
column-divider: [846, 184, 847, 1960]
article-headline: THE VOICES OF THE NEW YEAR: [862, 1468, 1066, 1501]
poem-line: With bended brows and lips half dumb.: [1573, 392, 1756, 403]
paragraph: a sudden and now seeks to slaughter. In these quotations is also contained the confession of defeat of the English Government. Until they can stage-manage a massacre they have no hopes of bringing Ireland to forego her just demands.: [851, 185, 1077, 263]
donor: Previously acknowledged: [1557, 1788, 1674, 1798]
column-1: [146, 184, 371, 1960]
paragraph: It is of vital interest to the Church in every part of Canada to make sacrifices now for the salvation of these people. A revival of zeal in mission work is of immediate necessity. Without zealous and enthusiastic mission work backed by thought and the co-operation and co-ordination of all Catholic forces, the Catholicism of the Dominion is very far from bright.: [1322, 282, 1547, 399]
dateline: Almonte, Ontario.: [1699, 886, 1783, 897]
amount: 1 00: [1762, 1275, 1783, 1285]
donor: Previously acknowledged: [1322, 557, 1438, 567]
section-rule: [640, 405, 818, 406]
subheading: SEVEN NEW PRINCES OF THE CHURCH RECEIVE RED HAT: [1322, 708, 1547, 730]
issue-date: JANUARY 10, 1920: [146, 157, 266, 171]
burse-row: [1557, 1534, 1783, 1548]
amount: $180 53: [1745, 1704, 1783, 1714]
donation-row: [1322, 630, 1547, 644]
donor: Atonement, St. John's, Nfld: [1322, 583, 1447, 593]
address-line: Rev. T. O'Donnell, President,: [1368, 418, 1501, 429]
article-headline: THE IRISH NATION ILLEGAL: [642, 415, 816, 452]
donor: Interest: [1557, 1341, 1594, 1352]
amount: 1 00: [1762, 1801, 1783, 1811]
poem-line: And in love they kneel around their clay.: [1573, 446, 1762, 457]
donor: Previously acknowledged: [1557, 1461, 1674, 1471]
paragraph: "The military spirit of the Red Army is now a revolutionary spirit. But remember the French Revolution! And see to it that a Russian Napoleon does not arise!: [146, 1577, 371, 1628]
burse-table: [1557, 1570, 1783, 1596]
column-divider: [1552, 184, 1553, 1960]
paragraph: "One of the most important sections of social welfare is that concerning child welfare. In the towns and centres, creches, maternity homes, milk kitchens, and communal nurseries have been established. Exhibitions and lectures are also conducted on these lines by the Commissariat of Health. I saw in these exhibitions diagrams and models which would convey to the most illiterate peasant the elementary principles of child welfare, including such important items as washing, carrying, clothing, feeding, preparing milk, etc.: [146, 847, 371, 1005]
subheading: VALUABLE MANUSCRIPT OF CATHOLIC AGE SECURED BY CAMBRIDGE UNIVERSITY: [1570, 562, 1770, 584]
donor: A Friend, Canso, N. S.: [1557, 1248, 1658, 1258]
article-headline: A THOUGHT: [1628, 332, 1711, 347]
donation-row: [1322, 582, 1547, 595]
donor: Two Friends: [1557, 1390, 1614, 1400]
burse-row: [1557, 1375, 1783, 1388]
paragraph: Saturday Night lives up to our good opinion of its decency and honesty in giving Front Page prominence to the subjoined article under the caption of "Bishop Budka Completely Exonerated." If Saturday Night were not similarly misled with regard to the Sinn Fein leaders we are sure that its references to them would be in marked contrast to what they actually are. We do not question the honesty in this matter either; and for that reason regard its references to Sinn Fein as a sad evidence of the success of a tremendously powerful and unscrupulous propaganda. But British public opinion is harder to deceive; and through an awakened British conscience we look for justice to Ireland.: [851, 575, 1077, 786]
donor: A Reader, Blackville: [1322, 645, 1414, 655]
burses-list: [1557, 1203, 1783, 1813]
subheading: AGAINST FOREIGN INTERFERENCE: [412, 1451, 575, 1460]
amount: 5 00: [1762, 1536, 1783, 1546]
paragraph: Among the suggestions offered at the recent Episcopalian convention at Detroit was one about the Italians. A campaign was to be inaugurated to gain the Italian for the Episcopal Church. Further it was stated that there was no desire to proselytize among Catholics. Facts were set up that have a great deal of truth in them. The adult Italian coming to America may not be over solicitous about attending Mass on Sunday. In his own Italy he may be set down as a denial of his religion. He knows that the civil marriage to which he was forced in his own country may have somewhat disturbed him. Rarely, in America, is he satisfied with a civil ceremony. Rarer still is the case where his children are not baptized. There is nothing but that these do not join Christian people who would have the Italian entertain some notion that he is not a Catholic. He has resisted a very active Protestant propaganda. After thirty years there is very little to show for vast expenditures. There are dioceses, Italians who have not been brought under the influence of any religion. If these are aimed for, so good and well. But it is a fair question that in endeavoring to bring the Italian into the Episcopal fold, the 'Catholic' branch will be given preference. The Church will be called by Our Lady. The minister will be called "Father." There will be altars, and candles, and vestments. In other words the Italian will be made to believe that here is the: [1322, 1424, 1547, 1848]
burse-row: [1557, 1273, 1783, 1287]
burse-table: [1557, 1508, 1783, 1548]
poem-line: Hearts that are great are always lone,: [1557, 459, 1736, 470]
column-4: [851, 184, 1077, 1960]
burse-table: [1557, 1786, 1783, 1813]
paragraph: London.—A very beautiful and valuable manuscript, reminiscent of Catholic times, has just been secured by subscription, for the Fitzwilliam Museum of Cambridge University. It is the "Isabelle Psalter" or "Book of Hours," written and illuminated for the sister of St. Louis, who founded the Abbey of Longchamps. The date of this lovely relic is somewhere between 1254 and 1270, and it is a unique work. In the latter half of the fourteenth century it formed part of the library of Charles V. of France. It was then lost sight of for several hundreds of years, but in the last century it was bought by Ruskin in 1854, from a Mr. Jarman, after which it found its way into the collection of Yates Thompson, who traced its history. In his day the work was written in Paris.: [1557, 610, 1783, 834]
paragraph: Meanwhile as we are planting trees. While English Cabinets and Irish Privy Councils sit solemnly devising new goods for us we are doing the first universal acts for the reconstruction of the nation. Arbor Day was kept North, South, East, and West with a faithfulness which would have made any other Governments envious indeed. The century-long ravages upon our resources are at last being repaired. It is really the simplest answer and the best to the paper-chase of proclamations which is in progress. If, at the appearance of every proclamation each Irishman increased his efforts to make Ireland self-supporting we could turn Dublin Castle to some account, and at the same time definitely hasten our eventual liberation—economic as well as national. Think it over.: [851, 267, 1077, 505]
amount: 1 00: [1762, 1523, 1783, 1533]
burse-row: [1557, 1570, 1783, 1583]
donor: John Gallagher, Harrison: [1557, 1536, 1671, 1546]
mass-intentions-table: [1322, 630, 1547, 670]
donor: Previously acknowledged: [1557, 1752, 1674, 1762]
amount: 2 00: [1527, 645, 1547, 655]
amount: 1 00: [1527, 570, 1547, 580]
subheading: FOR THE PEACE OF THE WORLD: [184, 1637, 333, 1646]
article-headline: NEW CARDINALS CREATED: [1342, 684, 1527, 699]
